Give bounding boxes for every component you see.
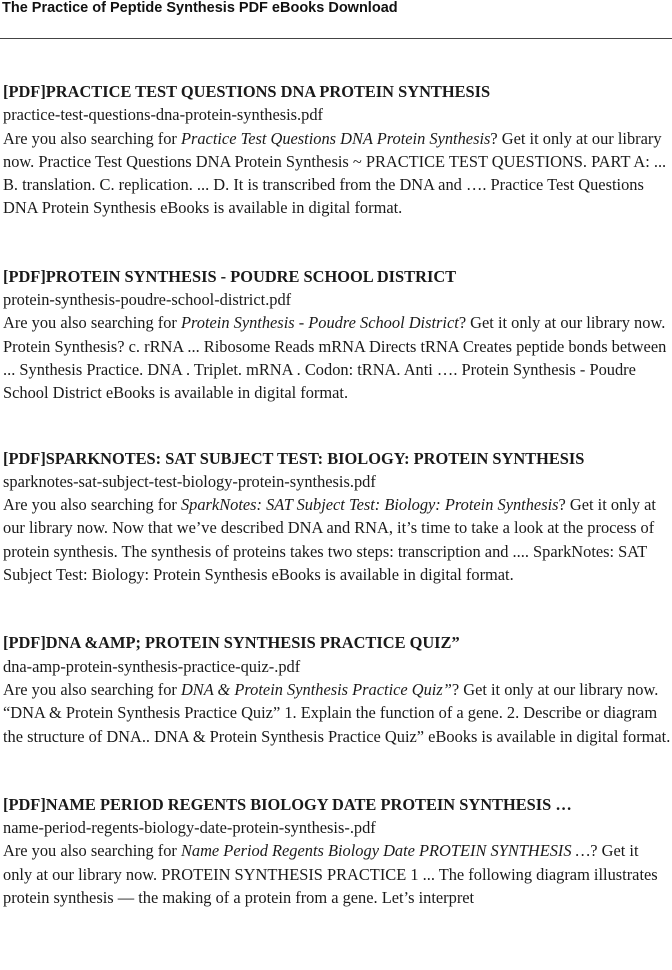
- entry-description-italic: Protein Synthesis - Poudre School District: [180, 313, 459, 333]
- entry-description-rest: ? Get it only at our library now. “DNA & Protein Synthesis Practice Quiz” 1. Explain the function of a gene. 2. Describe or diagram the structure of DNA.. DNA & Protein Synthesis Practice Quiz” eBooks is available in digital format.: [3, 679, 671, 746]
- entry-description: [3, 311, 671, 404]
- entry-description: [3, 678, 671, 748]
- entry-description: [3, 493, 671, 586]
- entry-description-lead: Are you also searching for: [3, 841, 181, 861]
- entry-filename: sparknotes-sat-subject-test-biology-protein-synthesis.pdf: [3, 471, 376, 491]
- entry-description-rest: ? Get it only at our library now. Protein Synthesis? c. rRNA ... Ribosome Reads mRNA Directs tRNA Creates peptide bonds between ... Synthesis Practice. DNA . Triplet. mRNA . Codon: tRNA. Anti …. Protein Synthesis - Poudre School District eBooks is available in digital format.: [3, 313, 667, 403]
- entry-description-italic: Practice Test Questions DNA Protein Synthesis: [180, 128, 491, 148]
- entry-description-italic: DNA & Protein Synthesis Practice Quiz”: [180, 679, 452, 699]
- result-entry: [3, 447, 671, 587]
- entry-title[interactable]: [PDF]NAME PERIOD REGENTS BIOLOGY DATE PROTEIN SYNTHESIS …: [3, 794, 572, 814]
- entry-title[interactable]: [PDF]SPARKNOTES: SAT SUBJECT TEST: BIOLOGY: PROTEIN SYNTHESIS: [3, 448, 585, 468]
- entry-description-lead: Are you also searching for: [3, 313, 181, 333]
- entry-filename: dna-amp-protein-synthesis-practice-quiz-.pdf: [3, 656, 301, 676]
- result-entry: [3, 793, 671, 909]
- entry-description: [3, 127, 671, 220]
- result-entry: [3, 631, 671, 747]
- header-divider: [0, 38, 672, 39]
- results-list: [3, 80, 671, 954]
- entry-description-lead: Are you also searching for: [3, 495, 181, 515]
- entry-description: [3, 839, 671, 909]
- entry-title[interactable]: [PDF]PROTEIN SYNTHESIS - POUDRE SCHOOL DISTRICT: [3, 266, 457, 286]
- page-header-title: The Practice of Peptide Synthesis PDF eBooks Download: [2, 0, 398, 16]
- entry-description-lead: Are you also searching for: [3, 128, 181, 148]
- result-entry: [3, 265, 671, 405]
- entry-filename: protein-synthesis-poudre-school-district.pdf: [3, 290, 292, 310]
- result-entry: [3, 80, 671, 220]
- entry-title[interactable]: [PDF]PRACTICE TEST QUESTIONS DNA PROTEIN SYNTHESIS: [3, 82, 491, 101]
- entry-title[interactable]: [PDF]DNA &AMP; PROTEIN SYNTHESIS PRACTICE QUIZ”: [3, 633, 460, 653]
- entry-description-italic: SparkNotes: SAT Subject Test: Biology: Protein Synthesis: [180, 495, 559, 515]
- entry-description-rest: ? Get it only at our library now. PROTEIN SYNTHESIS PRACTICE 1 ... The following diagram illustrates protein synthesis — the making of a protein from a gene. Let’s interpret: [3, 841, 658, 908]
- entry-filename: practice-test-questions-dna-protein-synthesis.pdf: [3, 105, 323, 125]
- entry-description-lead: Are you also searching for: [3, 679, 181, 699]
- entry-description-rest: ? Get it only at our library now. Practice Test Questions DNA Protein Synthesis ~ PRACTICE TEST QUESTIONS. PART A: ... B. translation. C. replication. ... D. It is transcribed from the DNA and …. Practice Test Questions DNA Protein Synthesis eBooks is available in digital format.: [3, 128, 667, 218]
- entry-filename: name-period-regents-biology-date-protein-synthesis-.pdf: [3, 818, 376, 838]
- entry-description-italic: Name Period Regents Biology Date PROTEIN SYNTHESIS …: [180, 841, 591, 861]
- entry-description-rest: ? Get it only at our library now. Now that we’ve described DNA and RNA, it’s time to take a look at the process of protein synthesis. The synthesis of proteins takes two steps: transcription and .... SparkNotes: SAT Subject Test: Biology: Protein Synthesis eBooks is available in digital format.: [3, 495, 656, 585]
